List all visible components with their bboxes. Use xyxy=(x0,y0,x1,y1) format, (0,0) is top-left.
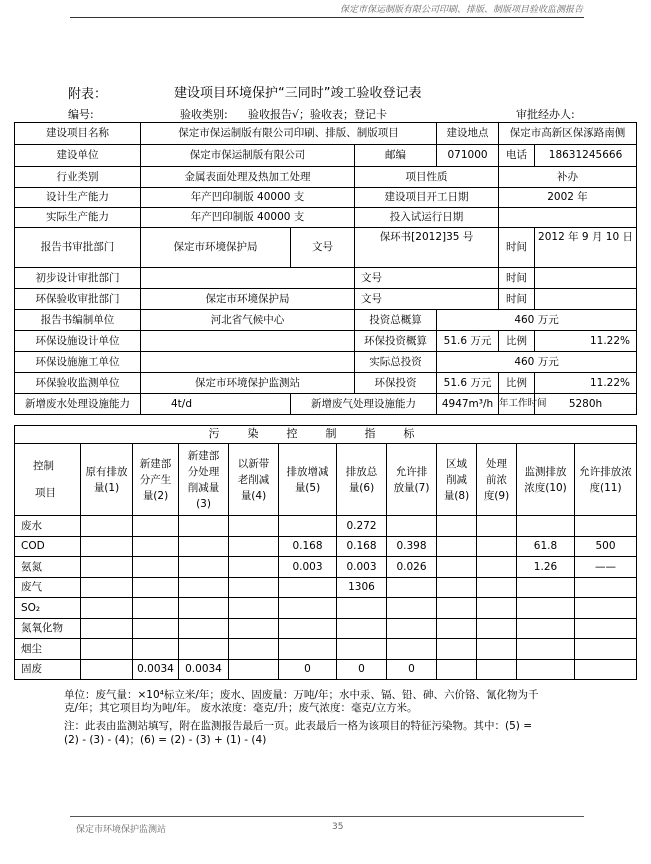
pollution-col-header: 以新带老削减量(4) xyxy=(229,444,279,516)
pollution-cell xyxy=(179,598,229,619)
pollution-cell xyxy=(517,598,575,619)
pollution-cell: —— xyxy=(575,557,637,578)
pollution-cell xyxy=(229,659,279,680)
nature-value: 补办 xyxy=(499,167,637,188)
start-date-value: 2002 年 xyxy=(499,188,637,208)
pollution-cell xyxy=(279,577,337,598)
pollution-cell xyxy=(477,557,517,578)
industry-label: 行业类别 xyxy=(15,167,141,188)
approval-time-label: 时间 xyxy=(499,228,535,268)
pollution-col-header: 原有排放量(1) xyxy=(81,444,133,516)
pollutant-name: 固废 xyxy=(15,659,81,680)
pollution-cell xyxy=(81,598,133,619)
actual-total-label: 实际总投资 xyxy=(355,352,437,373)
report-approval-label: 报告书审批部门 xyxy=(15,228,141,268)
ratio-value-1: 11.22% xyxy=(535,331,637,352)
env-acceptance-value: 保定市环境保护局 xyxy=(141,289,355,310)
pollutant-name: SO₂ xyxy=(15,598,81,619)
footer-rule xyxy=(70,816,584,817)
postcode-value: 071000 xyxy=(437,145,499,167)
pollution-row xyxy=(15,659,637,680)
pollution-row xyxy=(15,516,637,537)
pollution-col-header: 排放总量(6) xyxy=(337,444,387,516)
env-invest-label: 环保投资 xyxy=(355,373,437,394)
pollution-row xyxy=(15,598,637,619)
pollution-cell xyxy=(133,618,179,639)
pollution-cell xyxy=(387,639,437,660)
ratio-label-1: 比例 xyxy=(499,331,535,352)
total-budget-value: 460 万元 xyxy=(437,310,637,331)
env-construction-label: 环保设施施工单位 xyxy=(15,352,141,373)
pollution-cell xyxy=(437,598,477,619)
location-label: 建设地点 xyxy=(437,123,499,145)
annual-hours-label: 年工作时间 xyxy=(499,394,535,415)
pollution-cell xyxy=(477,618,517,639)
pollution-cell: 0.0034 xyxy=(133,659,179,680)
footer-org: 保定市环境保护监测站 xyxy=(76,825,167,835)
pollution-cell xyxy=(229,618,279,639)
unit-value: 保定市保运制版有限公司 xyxy=(141,145,355,167)
pollution-cell xyxy=(477,516,517,537)
pollution-cell xyxy=(133,516,179,537)
pollution-cell: 0 xyxy=(387,659,437,680)
unit-label: 建设单位 xyxy=(15,145,141,167)
project-name-label: 建设项目名称 xyxy=(15,123,141,145)
pollutant-name: 废气 xyxy=(15,577,81,598)
pollution-row xyxy=(15,557,637,578)
pollution-cell: 0.398 xyxy=(387,536,437,557)
number-label: 编号: xyxy=(68,108,94,121)
doc-no-label: 文号 xyxy=(291,228,355,268)
pollution-cell xyxy=(279,639,337,660)
actual-capacity-value: 年产凹印制版 40000 支 xyxy=(141,208,355,228)
env-acceptance-label: 环保验收审批部门 xyxy=(15,289,141,310)
pollution-cell xyxy=(337,598,387,619)
pollution-cell xyxy=(477,536,517,557)
annual-hours-value: 5280h xyxy=(535,394,637,415)
design-capacity-value: 年产凹印制版 40000 支 xyxy=(141,188,355,208)
pollution-section-title: 污染控制指标 xyxy=(15,426,637,444)
env-time-value xyxy=(535,289,637,310)
pollution-cell xyxy=(337,639,387,660)
pollution-cell: 61.8 xyxy=(517,536,575,557)
pollution-cell xyxy=(517,516,575,537)
report-writer-value: 河北省气候中心 xyxy=(141,310,355,331)
ratio-label-2: 比例 xyxy=(499,373,535,394)
pollution-cell xyxy=(477,598,517,619)
env-design-label: 环保设施设计单位 xyxy=(15,331,141,352)
item-label: 项目 xyxy=(35,486,56,499)
pollution-cell xyxy=(81,516,133,537)
prelim-time-label: 时间 xyxy=(499,268,535,289)
pollution-cell xyxy=(477,639,517,660)
pollution-cell xyxy=(279,516,337,537)
page-title: 建设项目环境保护“三同时”竣工验收登记表 xyxy=(174,86,422,101)
pollution-cell: 0.0034 xyxy=(179,659,229,680)
actual-total-value: 460 万元 xyxy=(437,352,637,373)
registration-table xyxy=(14,122,637,415)
pollution-cell xyxy=(229,577,279,598)
pollution-col-header: 允许排放浓度(11) xyxy=(575,444,637,516)
pollution-cell: 0 xyxy=(337,659,387,680)
pollution-cell xyxy=(437,639,477,660)
pollution-cell xyxy=(279,598,337,619)
report-approval-value: 保定市环境保护局 xyxy=(141,228,291,268)
category-options: 验收报告√；验收表；登记卡 xyxy=(248,108,388,121)
pollution-cell xyxy=(229,516,279,537)
pollutant-name: 氮氧化物 xyxy=(15,618,81,639)
trial-date-label: 投入试运行日期 xyxy=(355,208,499,228)
pollution-cell xyxy=(477,577,517,598)
env-construction-value xyxy=(141,352,355,373)
remark-note-1: 注：此表由监测站填写，附在监测报告最后一页。此表最后一格为该项目的特征污染物。其中：(5) = xyxy=(64,720,533,732)
pollution-header-row xyxy=(15,444,637,516)
phone-label: 电话 xyxy=(499,145,535,167)
pollution-col-header: 新建部分处理削减量(3) xyxy=(179,444,229,516)
running-header: 保定市保运制版有限公司印刷、排版、制版项目验收监测报告 xyxy=(339,5,583,15)
pollution-cell xyxy=(229,598,279,619)
prelim-design-value xyxy=(141,268,355,289)
pollution-cell xyxy=(81,557,133,578)
design-capacity-label: 设计生产能力 xyxy=(15,188,141,208)
pollution-cell xyxy=(517,659,575,680)
pollution-cell: 0.272 xyxy=(337,516,387,537)
env-doc-no-label: 文号 xyxy=(355,289,499,310)
report-writer-label: 报告书编制单位 xyxy=(15,310,141,331)
env-design-value xyxy=(141,331,355,352)
pollutant-name: 烟尘 xyxy=(15,639,81,660)
pollution-cell xyxy=(133,557,179,578)
pollution-cell: 1306 xyxy=(337,577,387,598)
actual-capacity-label: 实际生产能力 xyxy=(15,208,141,228)
prelim-time-value xyxy=(535,268,637,289)
pollution-cell xyxy=(477,659,517,680)
pollution-cell xyxy=(387,516,437,537)
pollution-cell xyxy=(575,577,637,598)
pollution-cell xyxy=(229,536,279,557)
pollution-cell xyxy=(81,639,133,660)
phone-value: 18631245666 xyxy=(535,145,637,167)
pollution-row xyxy=(15,639,637,660)
pollution-col-header: 排放增减量(5) xyxy=(279,444,337,516)
pollution-row xyxy=(15,536,637,557)
pollution-cell xyxy=(517,577,575,598)
pollution-cell xyxy=(229,557,279,578)
env-time-label: 时间 xyxy=(499,289,535,310)
pollution-cell: 0.168 xyxy=(279,536,337,557)
pollution-cell: 0.026 xyxy=(387,557,437,578)
pollution-cell xyxy=(437,659,477,680)
start-date-label: 建设项目开工日期 xyxy=(355,188,499,208)
pollution-cell xyxy=(179,557,229,578)
pollution-cell xyxy=(81,536,133,557)
pollution-cell xyxy=(575,659,637,680)
pollution-cell xyxy=(437,536,477,557)
approval-time-value: 2012 年 9 月 10 日 xyxy=(535,228,637,268)
pollution-cell xyxy=(387,577,437,598)
ratio-value-2: 11.22% xyxy=(535,373,637,394)
units-note-1: 单位：废气量：×10⁴标立米/年；废水、固废量：万吨/年；水中汞、镉、铅、砷、六价铬、氰化物为千 xyxy=(64,689,539,701)
doc-no-value: 保环书[2012]35 号 xyxy=(355,228,499,268)
pollution-col-header: 新建部分产生量(2) xyxy=(133,444,179,516)
env-monitor-value: 保定市环境保护监测站 xyxy=(141,373,355,394)
category-label: 验收类别: xyxy=(180,108,228,121)
pollution-cell xyxy=(179,516,229,537)
pollution-cell xyxy=(437,577,477,598)
pollution-cell xyxy=(81,659,133,680)
pollution-cell: 0 xyxy=(279,659,337,680)
env-budget-label: 环保投资概算 xyxy=(355,331,437,352)
pollution-cell xyxy=(179,536,229,557)
page-number: 35 xyxy=(332,822,344,832)
pollution-cell: 0.003 xyxy=(337,557,387,578)
env-invest-value: 51.6 万元 xyxy=(437,373,499,394)
pollution-cell xyxy=(179,639,229,660)
industry-value: 金属表面处理及热加工处理 xyxy=(141,167,355,188)
units-note-2: 克/年；其它项目均为吨/年。 废水浓度：毫克/升；废气浓度：毫克/立方米。 xyxy=(64,702,418,714)
control-item-header xyxy=(15,444,81,516)
pollution-cell xyxy=(575,598,637,619)
pollution-cell xyxy=(133,598,179,619)
pollution-col-header: 监测排放浓度(10) xyxy=(517,444,575,516)
pollutant-name: 废水 xyxy=(15,516,81,537)
pollution-cell xyxy=(81,577,133,598)
pollution-cell xyxy=(387,598,437,619)
pollution-cell xyxy=(229,639,279,660)
wastewater-cap-label: 新增废水处理设施能力 xyxy=(15,394,141,415)
pollution-col-header: 允许排放量(7) xyxy=(387,444,437,516)
prelim-design-label: 初步设计审批部门 xyxy=(15,268,141,289)
pollution-cell xyxy=(517,639,575,660)
pollution-row xyxy=(15,577,637,598)
pollution-cell xyxy=(133,639,179,660)
pollution-cell xyxy=(179,618,229,639)
pollution-col-header: 处理前浓度(9) xyxy=(477,444,517,516)
pollution-cell: 1.26 xyxy=(517,557,575,578)
trial-date-value xyxy=(499,208,637,228)
pollution-cell xyxy=(575,639,637,660)
wastegas-cap-value: 4947m³/h xyxy=(437,394,499,415)
location-value: 保定市高新区保涿路南侧 xyxy=(499,123,637,145)
pollution-cell xyxy=(133,577,179,598)
env-budget-value: 51.6 万元 xyxy=(437,331,499,352)
env-monitor-label: 环保验收监测单位 xyxy=(15,373,141,394)
remark-note-2: (2) - (3) - (4)；(6) = (2) - (3) + (1) - (4) xyxy=(64,734,267,746)
nature-label: 项目性质 xyxy=(355,167,499,188)
total-budget-label: 投资总概算 xyxy=(355,310,437,331)
pollution-cell xyxy=(437,516,477,537)
wastegas-cap-label: 新增废气处理设施能力 xyxy=(291,394,437,415)
pollution-cell xyxy=(517,618,575,639)
pollution-cell xyxy=(337,618,387,639)
approver-label: 审批经办人: xyxy=(516,108,575,121)
pollution-row xyxy=(15,618,637,639)
pollution-cell xyxy=(133,536,179,557)
pollution-table xyxy=(14,425,637,680)
pollutant-name: 氨氮 xyxy=(15,557,81,578)
project-name-value: 保定市保运制版有限公司印刷、排版、制版项目 xyxy=(141,123,437,145)
prelim-doc-no-label: 文号 xyxy=(355,268,499,289)
pollution-cell xyxy=(437,618,477,639)
appendix-label: 附表： xyxy=(68,87,108,102)
pollution-cell xyxy=(387,618,437,639)
pollution-cell: 500 xyxy=(575,536,637,557)
header-rule xyxy=(70,17,584,18)
pollutant-name: COD xyxy=(15,536,81,557)
pollution-cell xyxy=(575,516,637,537)
control-label: 控制 xyxy=(33,460,54,473)
pollution-cell: 0.003 xyxy=(279,557,337,578)
postcode-label: 邮编 xyxy=(355,145,437,167)
pollution-col-header: 区域削减量(8) xyxy=(437,444,477,516)
pollution-cell xyxy=(279,618,337,639)
pollution-cell xyxy=(437,557,477,578)
pollution-cell xyxy=(81,618,133,639)
wastewater-cap-value: 4t/d xyxy=(141,394,291,415)
pollution-cell xyxy=(179,577,229,598)
pollution-cell: 0.168 xyxy=(337,536,387,557)
pollution-cell xyxy=(575,618,637,639)
